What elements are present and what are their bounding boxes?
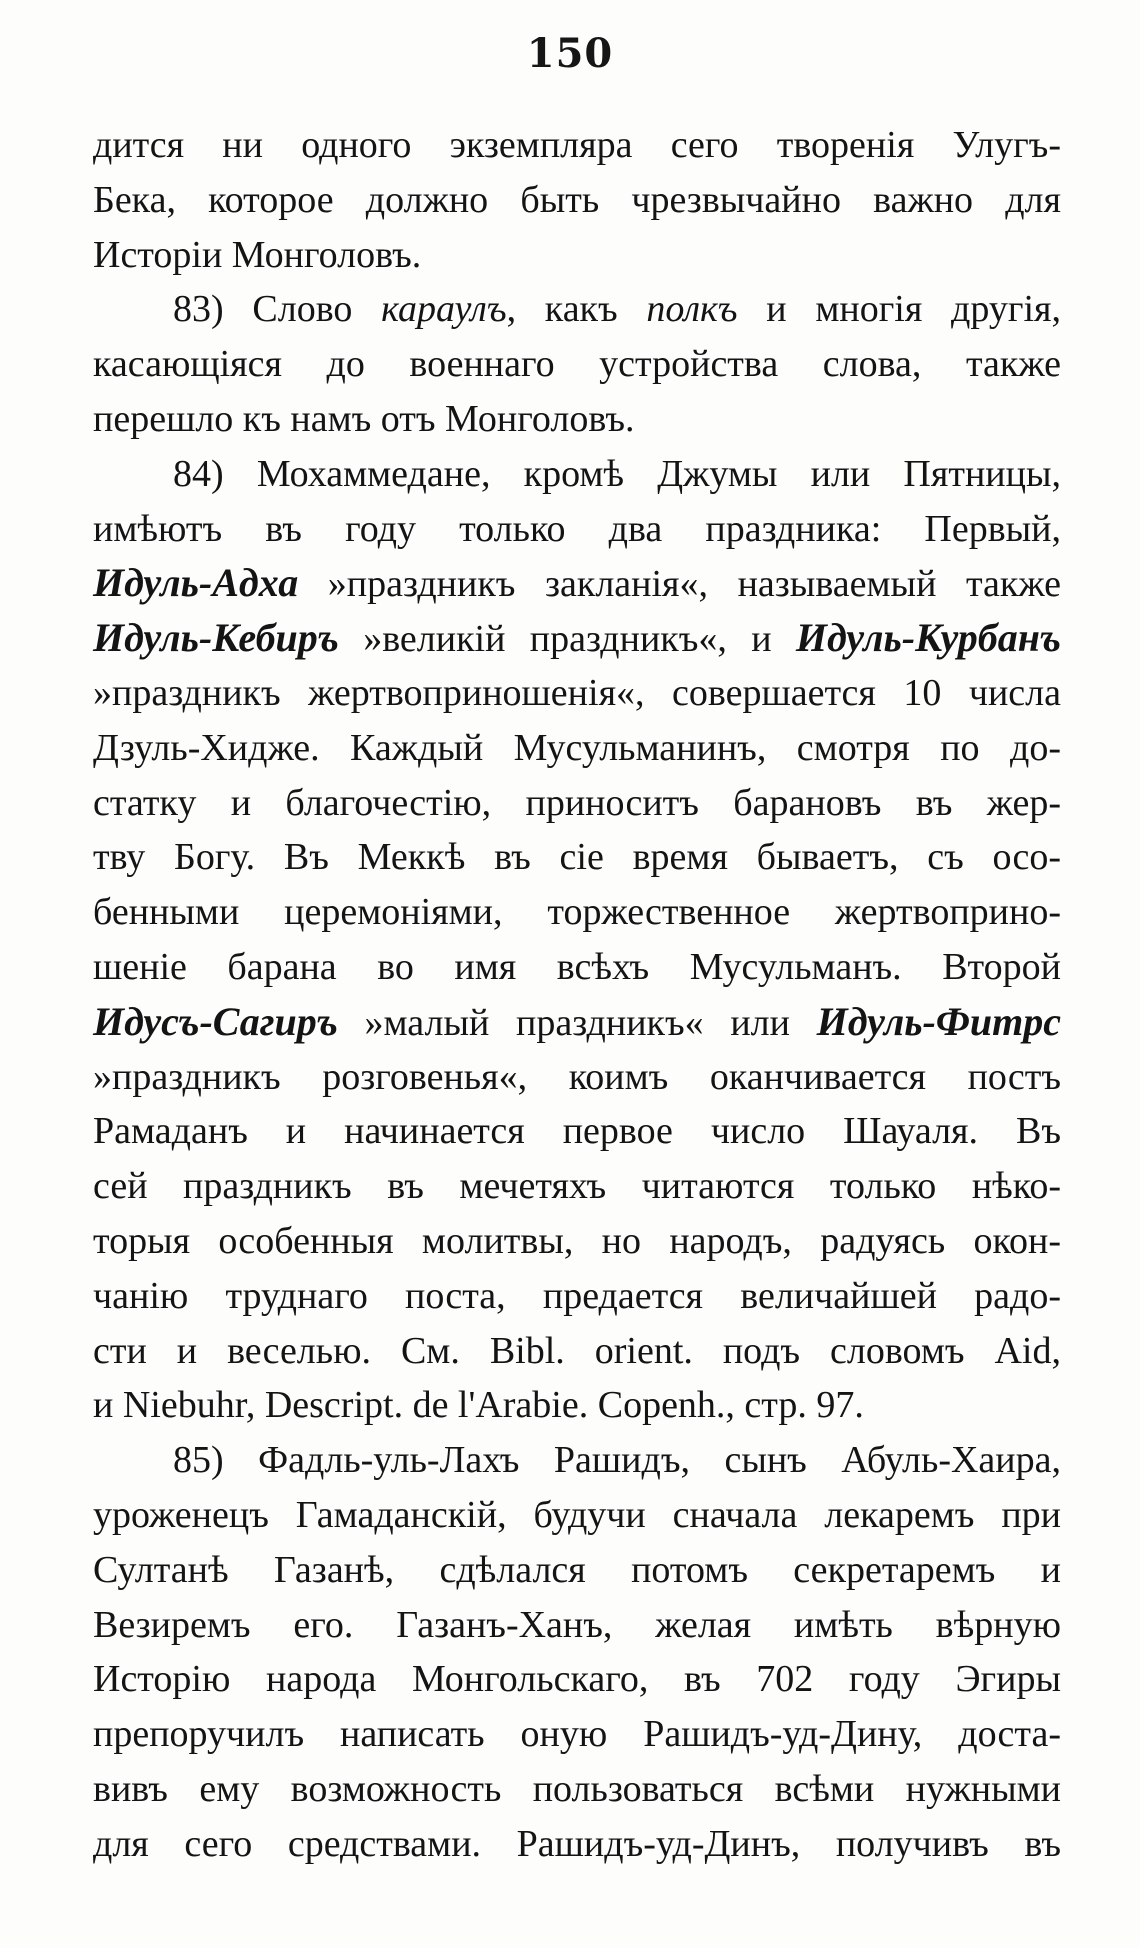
text-span: шеніе барана во имя всѣхъ Мусульманъ. Второй — [93, 945, 1061, 988]
text-line — [93, 995, 1061, 1050]
text-span: вивъ ему возможность пользоваться всѣми нужными — [93, 1767, 1061, 1810]
text-span: »малый праздникъ« или — [337, 1001, 817, 1044]
text-line — [93, 1762, 1061, 1817]
text-span: дится ни одного экземпляра сего творенія Улугъ- — [93, 124, 1061, 166]
text-line — [93, 1598, 1061, 1653]
text-span: бенными церемоніями, торжественное жертвоприно- — [93, 891, 1061, 934]
text-span: сти и веселью. См. Bibl. orient. подъ словомъ Aid, — [93, 1329, 1061, 1372]
italic-term: Идусъ-Сагиръ — [93, 998, 338, 1044]
text-span: »праздникъ розговенья«, коимъ оканчивается постъ — [93, 1055, 1061, 1098]
text-span: Исторію народа Монгольскаго, въ 702 году Эгиры — [93, 1658, 1061, 1701]
text-span: Рамаданъ и начинается первое число Шауаля. Въ — [93, 1110, 1061, 1153]
italic-term: Идуль-Курбанъ — [795, 615, 1061, 661]
text-span: Бека, которое должно быть чрезвычайно важно для — [93, 178, 1061, 221]
text-span: »праздникъ жертвоприношенія«, совершается 10 числа — [93, 671, 1061, 714]
italic-term: караулъ — [381, 288, 507, 331]
text-line — [93, 118, 1061, 173]
text-span: торыя особенныя молитвы, но народъ, радуясь окон- — [93, 1219, 1061, 1262]
text-span: уроженецъ Гамаданскій, будучи сначала лекаремъ при — [93, 1493, 1061, 1536]
text-span: Дзуль-Хидже. Каждый Мусульманинъ, смотря по до- — [93, 726, 1061, 769]
text-line — [93, 1378, 1061, 1433]
text-span: Везиремъ его. Газанъ-Ханъ, желая имѣть вѣрную — [93, 1603, 1061, 1646]
text-span: статку и благочестію, приноситъ барановъ въ жер- — [93, 781, 1061, 824]
text-line — [93, 337, 1061, 392]
text-line — [93, 830, 1061, 885]
text-line — [93, 1488, 1061, 1543]
italic-term: Идуль-Адха — [93, 560, 299, 606]
body-text — [93, 118, 1061, 1872]
text-span: чанію труднаго поста, предается величайшей радо- — [93, 1274, 1061, 1317]
text-line — [93, 1050, 1061, 1105]
text-span: , какъ — [506, 288, 647, 331]
text-line — [93, 392, 1061, 447]
text-line — [93, 721, 1061, 776]
text-line — [93, 502, 1061, 557]
text-line — [93, 1214, 1061, 1269]
text-span: перешло къ намъ отъ Монголовъ. — [93, 397, 635, 440]
text-line — [93, 228, 1061, 283]
text-span: сей праздникъ въ мечетяхъ читаются только нѣко- — [93, 1165, 1061, 1208]
text-line — [93, 1543, 1061, 1598]
footnote-85-start — [93, 1433, 1061, 1488]
text-span: и Niebuhr, Descript. de l'Arabie. Copenh., стр. 97. — [93, 1384, 864, 1427]
text-span: 83) Слово — [173, 288, 382, 331]
text-line — [93, 173, 1061, 228]
italic-term: Идуль-Кебиръ — [93, 615, 339, 661]
text-span: и многія другія, — [737, 288, 1062, 331]
text-line — [93, 1159, 1061, 1214]
footnote-84-start — [93, 447, 1061, 502]
page-number: 150 — [526, 30, 614, 77]
text-line — [93, 556, 1061, 611]
text-span: для сего средствами. Рашидъ-уд-Динъ, получивъ въ — [93, 1822, 1061, 1865]
text-line — [93, 611, 1061, 666]
italic-term: Идуль-Фитрс — [816, 998, 1061, 1044]
italic-term: полкъ — [646, 288, 738, 331]
text-span: »великій праздникъ«, и — [338, 618, 796, 661]
text-span: Султанѣ Газанѣ, сдѣлался потомъ секретаремъ и — [93, 1548, 1061, 1591]
text-span: Исторіи Монголовъ. — [93, 233, 422, 276]
text-span: касающіяся до военнаго устройства слова, также — [93, 343, 1061, 386]
text-span: »праздникъ закланія«, называемый также — [298, 563, 1061, 606]
text-line — [93, 1652, 1061, 1707]
text-line — [93, 666, 1061, 721]
text-span: препоручилъ написать оную Рашидъ-уд-Дину, доста- — [93, 1713, 1061, 1756]
text-line — [93, 776, 1061, 831]
text-line — [93, 1707, 1061, 1762]
text-span: 85) Фадль-уль-Лахъ Рашидъ, сынъ Абуль-Хаира, — [173, 1439, 1061, 1482]
text-span: имѣютъ въ году только два праздника: Первый, — [93, 507, 1061, 550]
footnote-83-start — [93, 282, 1061, 337]
text-line — [93, 885, 1061, 940]
text-span: 84) Мохаммедане, кромѣ Джумы или Пятницы, — [173, 452, 1061, 495]
text-line — [93, 1324, 1061, 1379]
text-line — [93, 1269, 1061, 1324]
text-line — [93, 1817, 1061, 1872]
text-line — [93, 940, 1061, 995]
text-span: тву Богу. Въ Меккѣ въ сіе время бываетъ, съ осо- — [93, 836, 1061, 879]
text-line — [93, 1104, 1061, 1159]
